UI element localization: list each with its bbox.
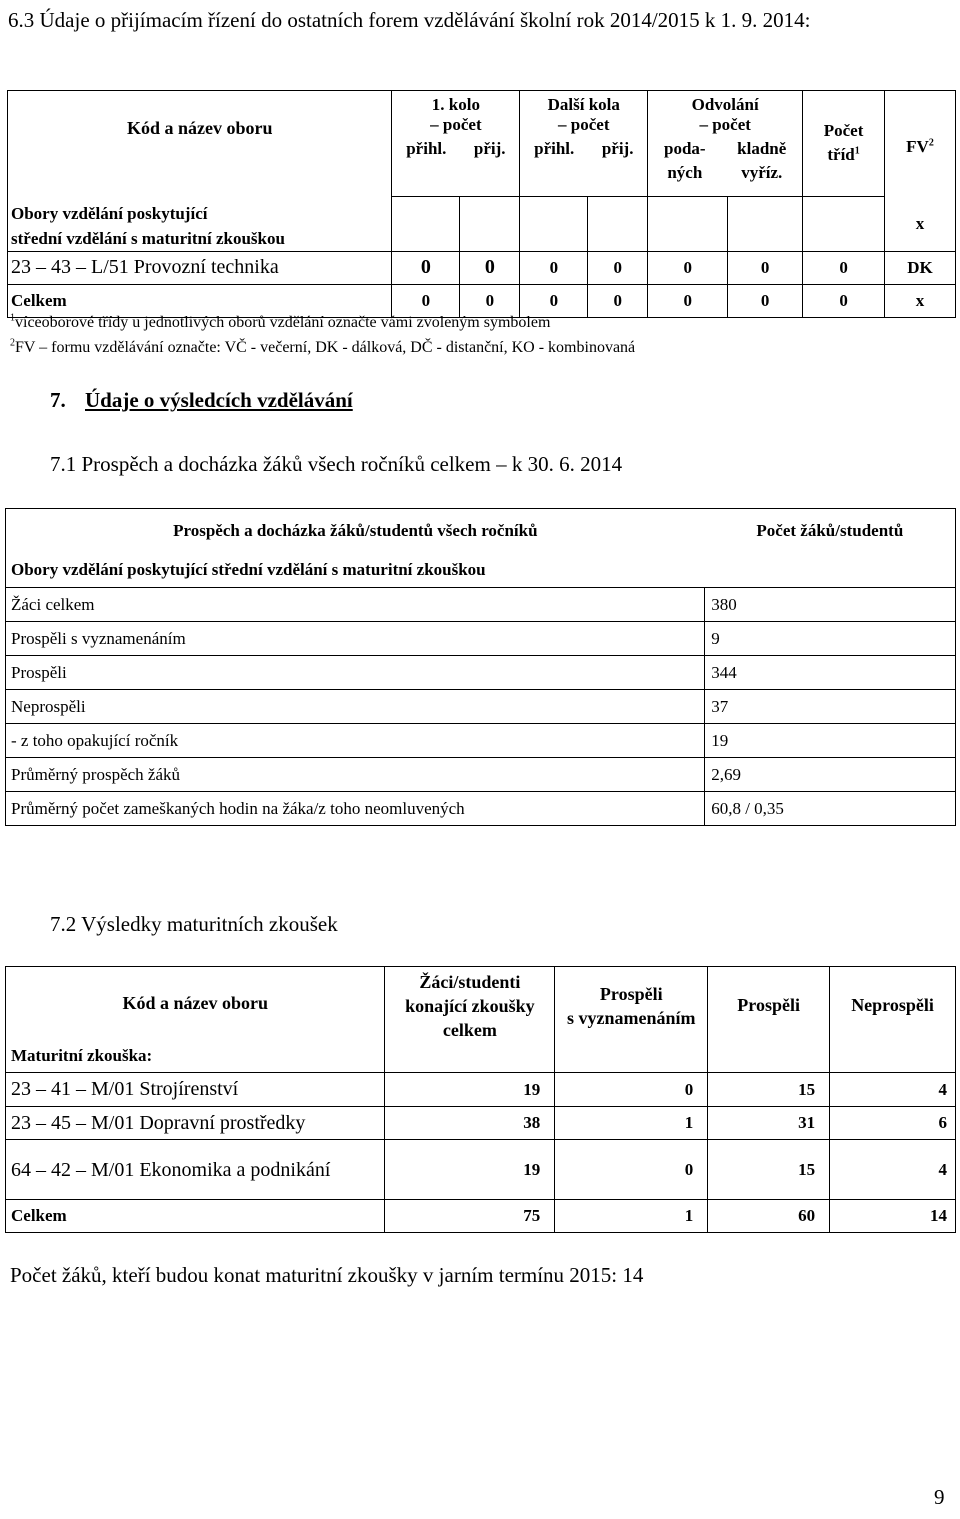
results-value: 2,69 (705, 758, 956, 792)
row-name: Celkem (8, 284, 392, 317)
maturity-cell: 60 (708, 1200, 830, 1233)
results-value: 37 (705, 690, 956, 724)
maturity-row-name: 64 – 42 – M/01 Ekonomika a podnikání (6, 1140, 385, 1200)
maturity-cell: 1 (555, 1200, 708, 1233)
maturity-header-konajici-1: Žáci/studenti (419, 971, 521, 992)
group-label (8, 197, 392, 252)
results-label: Prospěli s vyznamenáním (6, 622, 705, 656)
maturity-header-vyz-2: s vyznamenáním (566, 1007, 696, 1028)
cell-value: 0 (520, 251, 588, 284)
footnote-2 (10, 337, 635, 359)
header-fv (885, 91, 956, 197)
header-prihl: přihl. (406, 139, 447, 158)
maturity-cell: 19 (385, 1073, 555, 1107)
maturity-header-konajici-3: celkem (442, 1019, 497, 1040)
results-label: Průměrný počet zameškaných hodin na žáka/z toho neomluvených (6, 792, 705, 826)
results-value: 9 (705, 622, 956, 656)
maturity-header-konajici (385, 967, 555, 1073)
table-row (6, 1073, 956, 1107)
maturity-footer: Počet žáků, kteří budou konat maturitní zkoušky v jarním termínu 2015: 14 (10, 1263, 644, 1287)
results-value: 60,8 / 0,35 (705, 792, 956, 826)
table-row (6, 690, 956, 724)
footnote-ref-1: 1 (854, 145, 860, 157)
results-label: Neprospěli (6, 690, 705, 724)
header-prij: přij. (473, 139, 506, 158)
section-7-1-heading: 7.1 Prospěch a docházka žáků všech ročníků celkem – k 30. 6. 2014 (50, 452, 623, 476)
maturity-header-prospeli: Prospěli (708, 967, 830, 1073)
table-row (6, 1140, 956, 1200)
maturity-cell: 75 (385, 1200, 555, 1233)
table-row (6, 622, 956, 656)
footnote-1-mark: 1 (10, 312, 15, 324)
maturity-group: Maturitní zkouška: (6, 1040, 385, 1073)
header-kod: Kód a název oboru (8, 91, 392, 197)
footnote-1-text: víceoborové třídy u jednotlivých oborů vzdělání označte vámi zvoleným symbolem (15, 314, 551, 331)
maturity-cell: 1 (555, 1107, 708, 1140)
header-dalsi-label: Další kola (547, 95, 620, 114)
header-odvolani-label: Odvolání (691, 95, 759, 114)
group-label-line1: Obory vzdělání poskytující (11, 203, 208, 223)
header-vyriz: vyříz. (741, 163, 783, 182)
section-7-heading (50, 388, 353, 413)
cell-value: 0 (520, 284, 588, 317)
header-1-kolo-sub: – počet (430, 115, 482, 134)
header-1-kolo-label: 1. kolo (431, 95, 480, 114)
cell-fv: DK (885, 251, 956, 284)
cell-value: 0 (588, 251, 648, 284)
admission-table (7, 90, 956, 318)
table-row (6, 656, 956, 690)
header-dalsi-sub: – počet (558, 115, 610, 134)
results-label: Prospěli (6, 656, 705, 690)
header-odvolani (648, 91, 803, 197)
maturity-header-vyznamenani (555, 967, 708, 1073)
page-number: 9 (934, 1485, 945, 1509)
header-pocet-label: Počet (823, 121, 864, 140)
header-prij-2: přij. (601, 139, 634, 158)
header-kladne: kladně (737, 139, 787, 158)
maturity-header-vyz-1: Prospěli (599, 983, 663, 1004)
results-label: Průměrný prospěch žáků (6, 758, 705, 792)
table-row (6, 588, 956, 622)
results-value: 19 (705, 724, 956, 758)
header-trid-label: tříd (827, 145, 855, 164)
footnote-2-text: FV – formu vzdělávání označte: VČ - večerní, DK - dálková, DČ - distanční, KO - kombinovaná (15, 339, 636, 356)
maturity-header-konajici-2: konající zkoušky (405, 995, 535, 1016)
table-row (6, 758, 956, 792)
section-6-3-heading: 6.3 Údaje o přijímacím řízení do ostatních forem vzdělávání školní rok 2014/2015 k 1. 9. 2014: (8, 8, 811, 32)
cell-value: 0 (728, 284, 803, 317)
header-dalsi-kola (520, 91, 648, 197)
table-row (8, 251, 956, 284)
header-prihl-2: přihl. (534, 139, 575, 158)
footnote-2-mark: 2 (10, 337, 15, 349)
header-1-kolo (392, 91, 520, 197)
results-header-right: Počet žáků/studentů (705, 509, 956, 553)
results-header-left: Prospěch a docházka žáků/studentů všech ročníků (6, 509, 705, 553)
cell-value: 0 (588, 284, 648, 317)
results-value: 380 (705, 588, 956, 622)
header-poda: poda- (664, 139, 706, 158)
maturity-row-name: Celkem (6, 1200, 385, 1233)
maturity-row-name: 23 – 45 – M/01 Dopravní prostředky (6, 1107, 385, 1140)
cell-value: 0 (803, 284, 885, 317)
maturity-cell: 14 (830, 1200, 956, 1233)
table-row (6, 724, 956, 758)
maturity-cell: 38 (385, 1107, 555, 1140)
section-7-title: Údaje o výsledcích vzdělávání (85, 388, 353, 412)
footnote-ref-2: 2 (928, 137, 934, 149)
footnote-1 (10, 312, 550, 334)
section-7-2-heading: 7.2 Výsledky maturitních zkoušek (50, 912, 338, 936)
maturity-cell: 0 (555, 1140, 708, 1200)
maturity-cell: 15 (708, 1140, 830, 1200)
results-table (5, 508, 956, 826)
cell-fv: x (885, 284, 956, 317)
maturity-header-neprospeli: Neprospěli (830, 967, 956, 1073)
maturity-row-name: 23 – 41 – M/01 Strojírenství (6, 1073, 385, 1107)
group-fv: x (885, 197, 956, 252)
header-nych: ných (667, 163, 703, 182)
table-row (6, 1200, 956, 1233)
maturity-cell: 4 (830, 1140, 956, 1200)
cell-value: 0 (392, 251, 460, 284)
maturity-cell: 4 (830, 1073, 956, 1107)
results-value: 344 (705, 656, 956, 690)
maturity-cell: 31 (708, 1107, 830, 1140)
maturity-table (5, 966, 956, 1233)
results-group: Obory vzdělání poskytující střední vzdělání s maturitní zkouškou (6, 553, 956, 588)
results-label: Žáci celkem (6, 588, 705, 622)
maturity-cell: 15 (708, 1073, 830, 1107)
maturity-cell: 0 (555, 1073, 708, 1107)
maturity-cell: 19 (385, 1140, 555, 1200)
row-name: 23 – 43 – L/51 Provozní technika (8, 251, 392, 284)
results-label: - z toho opakující ročník (6, 724, 705, 758)
cell-value: 0 (728, 251, 803, 284)
header-pocet-trid (803, 91, 885, 197)
cell-value: 0 (392, 284, 460, 317)
maturity-cell: 6 (830, 1107, 956, 1140)
section-7-number: 7. (50, 388, 66, 412)
cell-value: 0 (648, 251, 728, 284)
cell-value: 0 (460, 251, 520, 284)
maturity-header-kod: Kód a název oboru (6, 967, 385, 1040)
header-fv-label: FV (906, 137, 929, 156)
header-odvolani-sub: – počet (699, 115, 751, 134)
cell-value: 0 (648, 284, 728, 317)
cell-value: 0 (803, 251, 885, 284)
cell-value: 0 (460, 284, 520, 317)
group-label-line2: střední vzdělání s maturitní zkouškou (11, 228, 285, 248)
table-row (6, 1107, 956, 1140)
table-row (6, 792, 956, 826)
